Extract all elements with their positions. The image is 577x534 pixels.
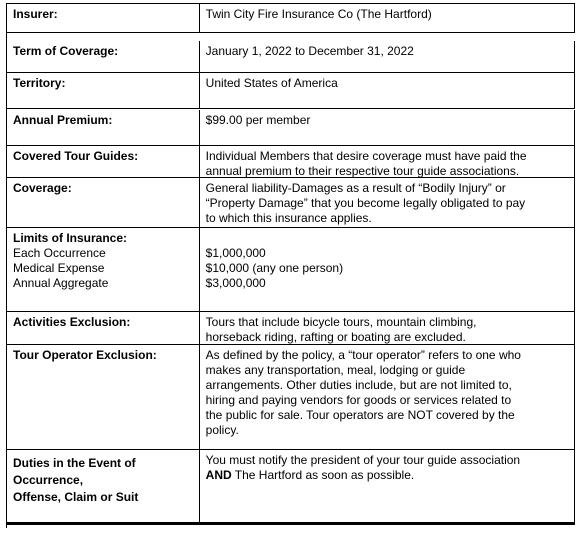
- table-row-activities-exclusion: [7, 312, 575, 345]
- table-row-duties: [7, 450, 575, 525]
- row-value: [200, 450, 575, 522]
- row-label: Coverage:: [7, 178, 200, 227]
- row-value: [200, 228, 575, 311]
- value-line: You must notify the president of your tour guide association: [205, 453, 521, 467]
- value-line: arrangements. Other duties include, but are not limited to,: [205, 378, 512, 392]
- table-row-tour-operator-exclusion: [7, 345, 575, 450]
- value-line: Tours that include bicycle tours, mountain climbing,: [205, 315, 477, 329]
- table-row-term-of-coverage: [7, 33, 575, 73]
- row-value: [200, 73, 575, 108]
- emphasis-text: AND: [205, 468, 232, 482]
- row-value: [200, 110, 575, 145]
- value-line: [206, 468, 568, 483]
- limit-sublabel: Each Occurrence: [13, 246, 106, 260]
- limit-sublabel: Medical Expense: [13, 261, 105, 275]
- row-value: [200, 312, 575, 344]
- value-line: As defined by the policy, a “tour operator” refers to one who: [205, 348, 521, 362]
- table-row-limits-of-insurance: [7, 228, 575, 312]
- value-line: Individual Members that desire coverage must have paid the: [205, 149, 527, 163]
- row-label-group: [7, 450, 200, 522]
- value-line: horseback riding, rafting or boating are excluded.: [205, 330, 466, 344]
- value-line: annual premium to their respective tour guide associations.: [205, 164, 520, 178]
- value-line: United States of America: [205, 76, 338, 90]
- row-label: Annual Premium:: [7, 110, 200, 145]
- value-line: to which this insurance applies.: [205, 211, 372, 225]
- table-row-covered-tour-guides: [7, 146, 575, 178]
- row-value: [200, 178, 575, 227]
- row-label-group: [7, 228, 200, 311]
- row-label: Term of Coverage:: [7, 41, 200, 72]
- row-label: Occurrence,: [13, 473, 84, 487]
- value-line: the public for sale. Tour operators are NOT covered by the: [205, 408, 515, 422]
- row-value: [200, 41, 575, 72]
- row-label: Duties in the Event of: [13, 456, 136, 470]
- row-label: Limits of Insurance:: [13, 231, 128, 245]
- limit-sublabel: Annual Aggregate: [13, 276, 109, 290]
- row-label: Tour Operator Exclusion:: [7, 345, 200, 449]
- value-line: General liability-Damages as a result of “Bodily Injury” or: [205, 181, 506, 195]
- value-line: “Property Damage” that you become legally obligated to pay: [205, 196, 526, 210]
- value-line: Twin City Fire Insurance Co (The Hartford): [205, 7, 432, 21]
- value-text: The Hartford as soon as possible.: [231, 468, 415, 482]
- row-value: [200, 4, 575, 32]
- row-label: Covered Tour Guides:: [7, 146, 200, 177]
- table-row-territory: [7, 73, 575, 109]
- row-value: [200, 345, 575, 449]
- row-label: Territory:: [7, 73, 200, 108]
- table-row-insurer: [7, 4, 575, 33]
- limit-value: $3,000,000: [205, 276, 266, 290]
- value-line: $99.00 per member: [205, 113, 311, 127]
- insurance-summary-table: [6, 3, 575, 528]
- limit-value: $1,000,000: [205, 246, 266, 260]
- value-line: makes any transportation, meal, lodging or guide: [205, 363, 466, 377]
- value-line: hiring and paying vendors for goods or services related to: [205, 393, 512, 407]
- table-row-coverage: [7, 178, 575, 228]
- value-line: January 1, 2022 to December 31, 2022: [205, 44, 414, 58]
- limit-value: $10,000 (any one person): [205, 261, 344, 275]
- row-label: Activities Exclusion:: [7, 312, 200, 344]
- row-label: Offense, Claim or Suit: [13, 490, 139, 504]
- row-label: Insurer:: [7, 4, 200, 32]
- row-value: [200, 146, 575, 177]
- table-row-annual-premium: [7, 109, 575, 146]
- value-line: policy.: [205, 423, 239, 437]
